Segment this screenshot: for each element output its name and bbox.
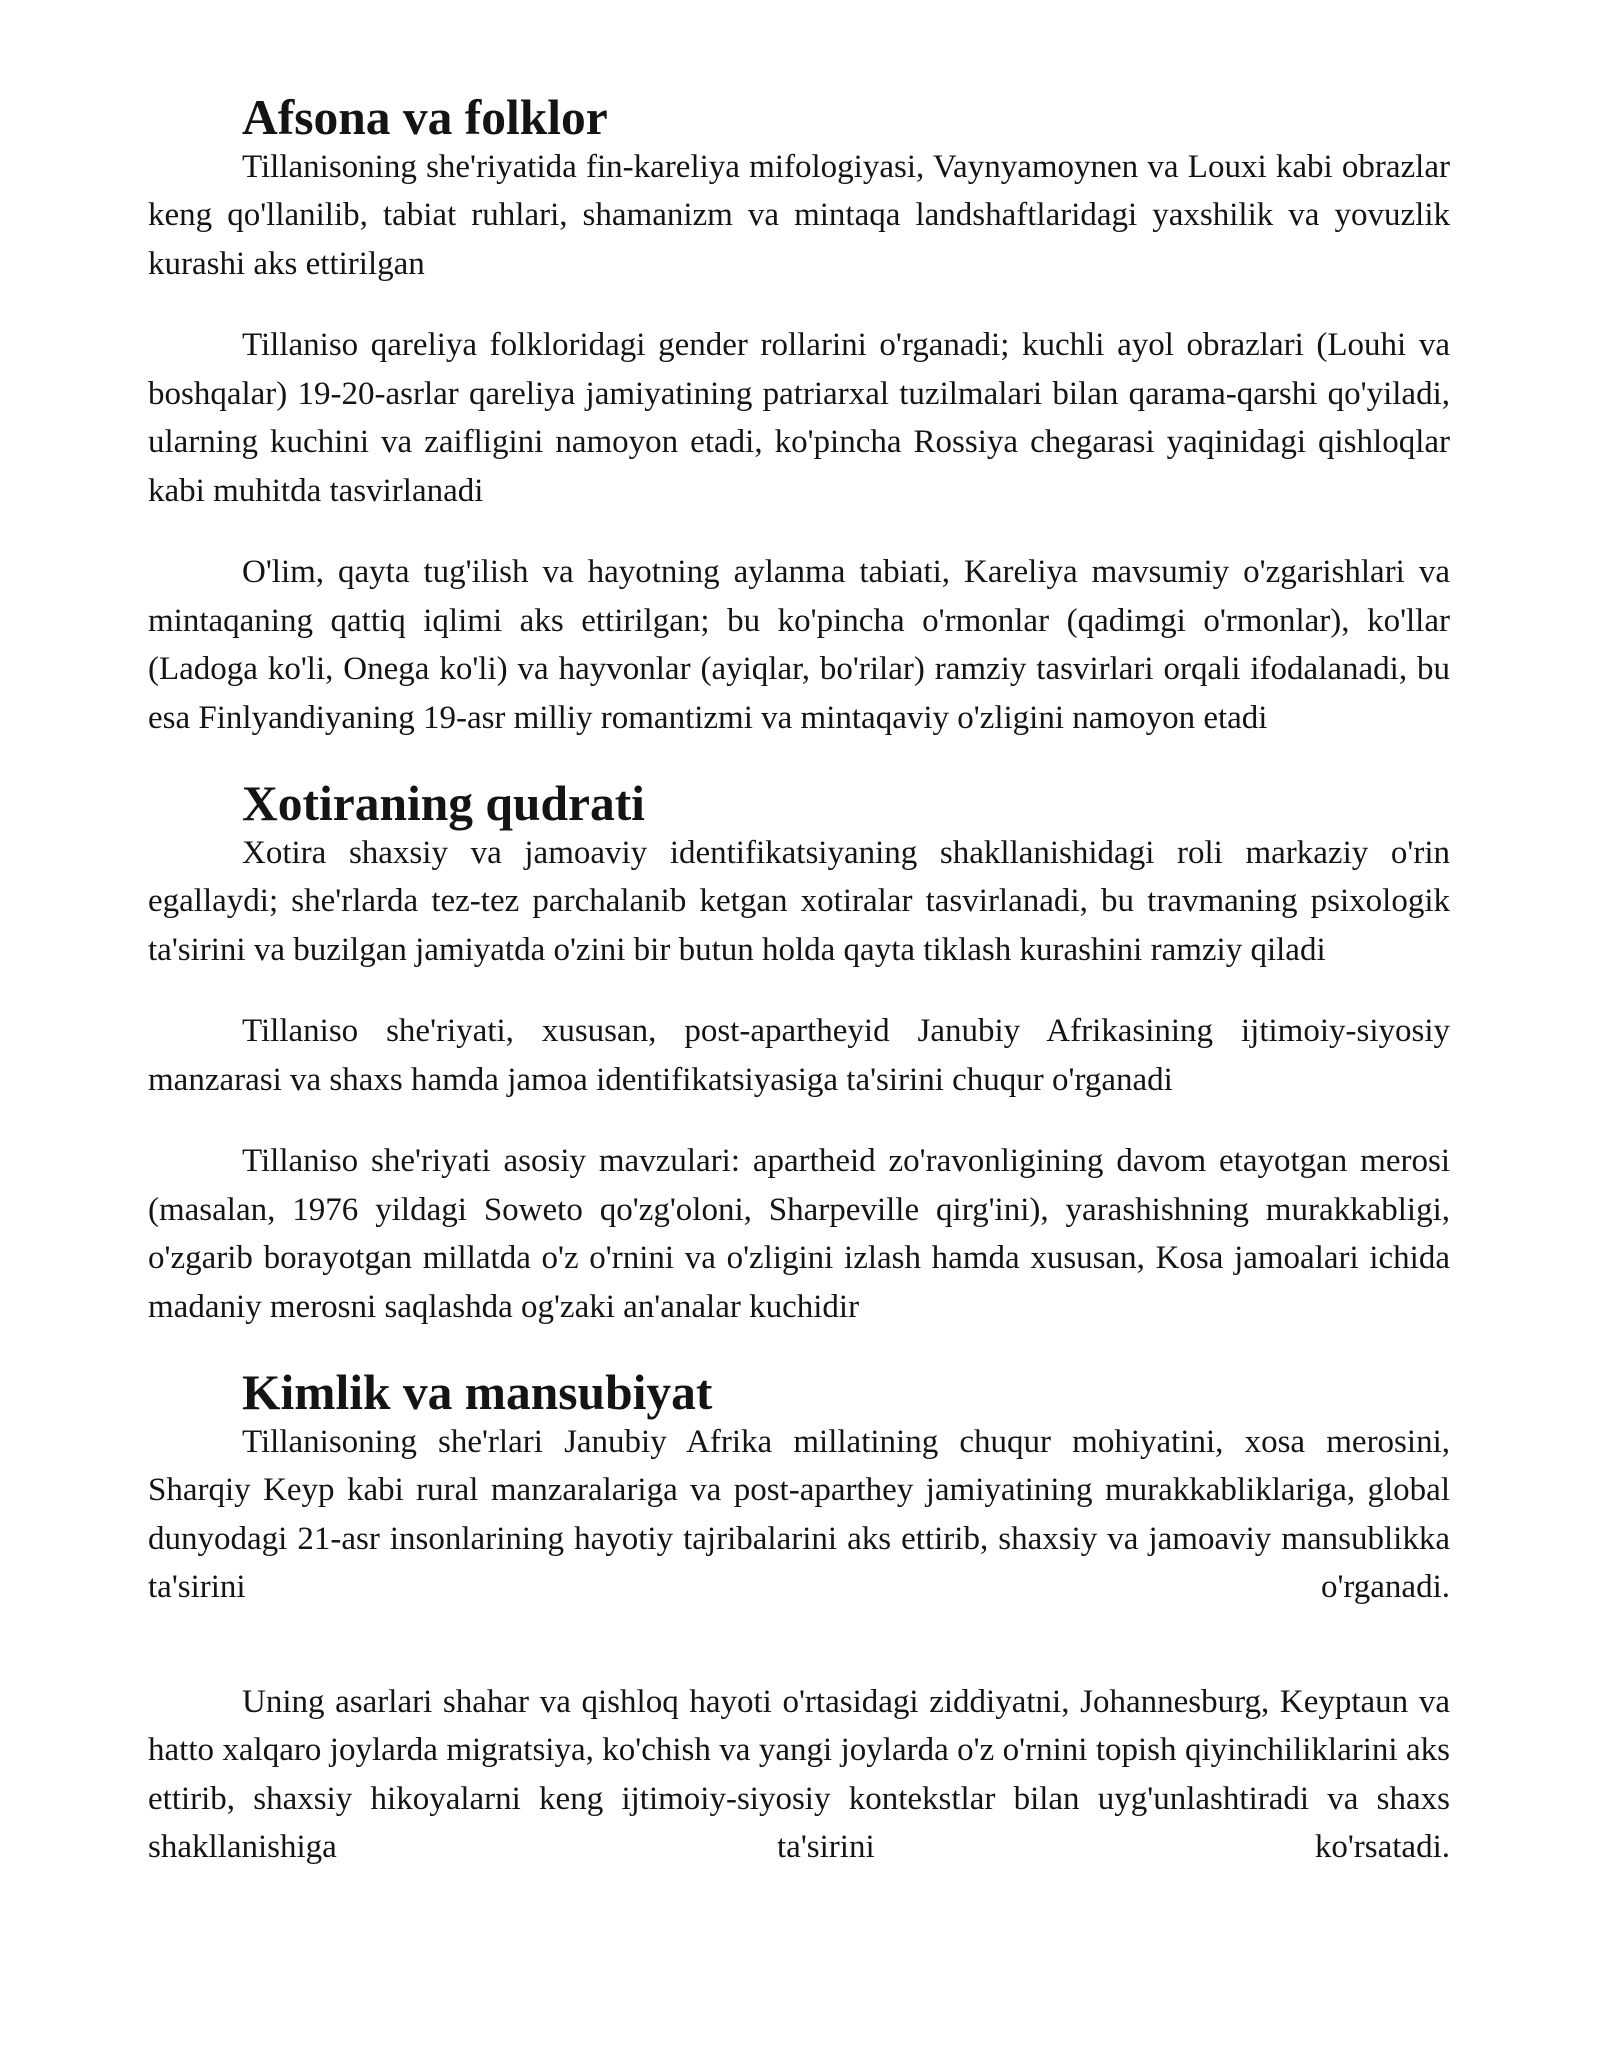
paragraph: Tillaniso she'riyati asosiy mavzulari: apartheid zo'ravonligining davom etayotgan merosi (masalan, 1976 yildagi Soweto qo'zg'oloni, Sharpeville qirg'ini), yarashishning murakkabligi, o'zgarib borayotgan millatda o'z o'rnini va o'zligini izlash hamda xususan, Kosa jamoalari ichida madaniy merosni saqlashda og'zaki an'analar kuchidir <box>148 1143 1450 1325</box>
document-page <box>148 90 1450 1905</box>
paragraph: O'lim, qayta tug'ilish va hayotning aylanma tabiati, Kareliya mavsumiy o'zgarishlari va mintaqaning qattiq iqlimi aks ettirilgan; bu ko'pincha o'rmonlar (qadimgi o'rmonlar), ko'llar (Ladoga ko'li, Onega ko'li) va hayvonlar (ayiqlar, bo'rilar) ramziy tasvirlari orqali ifodalanadi, bu esa Finlyandiyaning 19-asr milliy romantizmi va mintaqaviy o'zligini namoyon etadi <box>148 554 1450 736</box>
paragraph: Uning asarlari shahar va qishloq hayoti o'rtasidagi ziddiyatni, Johannesburg, Keyptaun va hatto xalqaro joylarda migratsiya, ko'chish va yangi joylarda o'z o'rnini topish qiyinchiliklarini aks ettirib, shaxsiy hikoyalarni keng ijtimoiy-siyosiy kontekstlar bilan uyg'unlashtiradi va shaxs shakllanishiga ta'sirini ko'rsatadi. <box>148 1683 1450 1865</box>
section-heading-xotira: Xotiraning qudrati <box>242 776 645 831</box>
paragraph: Tillaniso qareliya folkloridagi gender rollarini o'rganadi; kuchli ayol obrazlari (Louhi va boshqalar) 19-20-asrlar qareliya jamiyatining patriarxal tuzilmalari bilan qarama-qarshi qo'yiladi, ularning kuchini va zaifligini namoyon etadi, ko'pincha Rossiya chegarasi yaqinidagi qishloqlar kabi muhitda tasvirlanadi <box>148 327 1450 509</box>
section-heading-afsona: Afsona va folklor <box>242 90 608 145</box>
section-heading-kimlik: Kimlik va mansubiyat <box>242 1365 713 1420</box>
paragraph: Tillanisoning she'rlari Janubiy Afrika millatining chuqur mohiyatini, xosa merosini, Sharqiy Keyp kabi rural manzaralariga va post-aparthey jamiyatining murakkabliklariga, global dunyodagi 21-asr insonlarining hayotiy tajribalarini aks ettirib, shaxsiy va jamoaviy mansublikka ta'sirini o'rganadi. <box>148 1423 1450 1605</box>
paragraph: Xotira shaxsiy va jamoaviy identifikatsiyaning shakllanishidagi roli markaziy o'rin egallaydi; she'rlarda tez-tez parchalanib ketgan xotiralar tasvirlanadi, bu travmaning psixologik ta'sirini va buzilgan jamiyatda o'zini bir butun holda qayta tiklash kurashini ramziy qiladi <box>148 834 1450 968</box>
paragraph: Tillaniso she'riyati, xususan, post-apartheyid Janubiy Afrikasining ijtimoiy-siyosiy manzarasi va shaxs hamda jamoa identifikatsiyasiga ta'sirini chuqur o'rganadi <box>148 1013 1450 1098</box>
paragraph: Tillanisoning she'riyatida fin-kareliya mifologiyasi, Vaynyamoynen va Louxi kabi obrazlar keng qo'llanilib, tabiat ruhlari, shamanizm va mintaqa landshaftlaridagi yaxshilik va yovuzlik kurashi aks ettirilgan <box>148 148 1450 282</box>
